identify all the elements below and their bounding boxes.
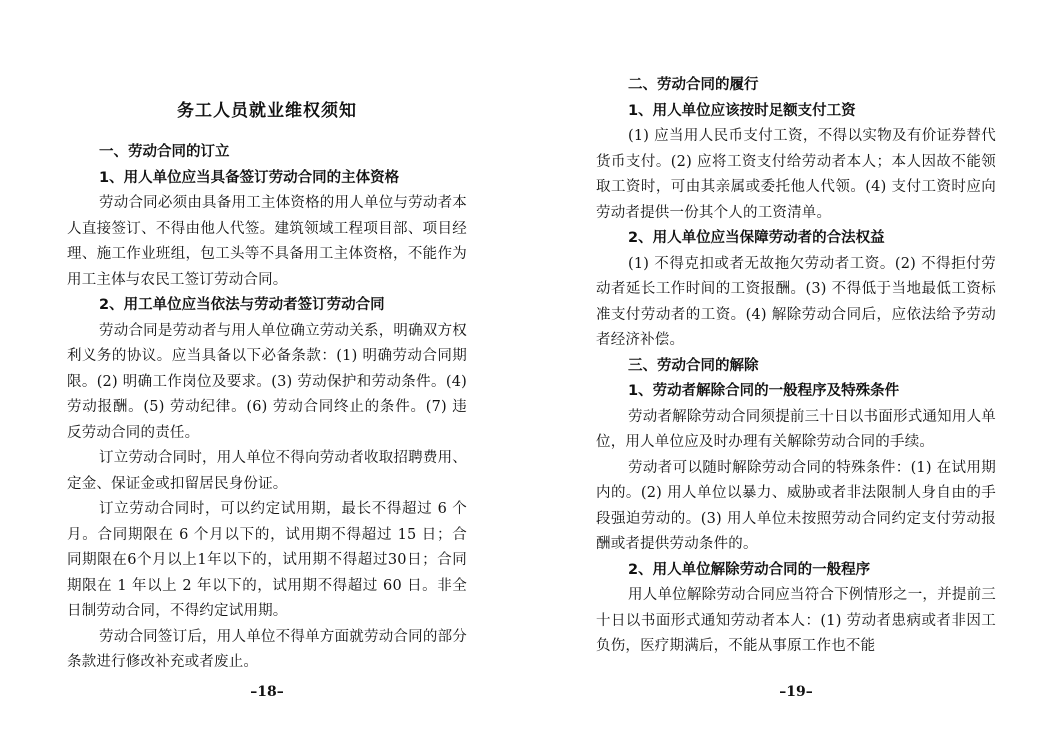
paragraph: 劳动者可以随时解除劳动合同的特殊条件：(1) 在试用期内的。(2) 用人单位以暴力、威胁或者非法限制人身自由的手段强迫劳动的。(3) 用人单位未按照劳动合同约定支付劳动报酬或者提供劳动条件的。 [596, 459, 996, 552]
paragraph: 劳动合同必须由具备用工主体资格的用人单位与劳动者本人直接签订、不得由他人代签。建筑领域工程项目部、项目经理、施工作业班组，包工头等不具备用工主体资格，不能作为用工主体与农民工签订劳动合同。 [67, 195, 467, 288]
paragraph: (1) 应当用人民币支付工资，不得以实物及有价证券替代货币支付。(2) 应将工资支付给劳动者本人；本人因故不能领取工资时，可由其亲属或委托他人代领。(4) 支付工资时应向劳动者提供一份其个人的工资清单。 [596, 128, 996, 221]
subsection-heading: 2、用工单位应当依法与劳动者签订劳动合同 [99, 297, 385, 313]
paragraph: 劳动合同是劳动者与用人单位确立劳动关系，明确双方权利义务的协议。应当具备以下必备条款：(1) 明确劳动合同期限。(2) 明确工作岗位及要求。(3) 劳动保护和劳动条件。(4) 劳动报酬。(5) 劳动纪律。(6) 劳动合同终止的条件。(7) 违反劳动合同的责任。 [67, 322, 467, 441]
section-heading: 三、劳动合同的解除 [628, 357, 759, 374]
right-page [596, 0, 996, 756]
page-number: –18– [250, 684, 284, 700]
right-page-content [596, 73, 996, 660]
subsection-heading: 1、用人单位应该按时足额支付工资 [628, 102, 856, 119]
subsection-heading: 2、用人单位应当保障劳动者的合法权益 [628, 230, 885, 246]
paragraph: 劳动者解除劳动合同须提前三十日以书面形式通知用人单位，用人单位应及时办理有关解除劳动合同的手续。 [596, 408, 996, 450]
section-heading: 一、劳动合同的订立 [99, 144, 230, 160]
paragraph: 订立劳动合同时，可以约定试用期，最长不得超过 6 个月。合同期限在 6 个月以下的，试用期不得超过 15 日；合同期限在6个月以上1年以下的，试用期不得超过30日；合同期限在 1 年以上 2 年以下的，试用期不得超过 60 日。非全日制劳动合同，不得约定试用期。 [67, 501, 467, 619]
subsection-heading: 2、用人单位解除劳动合同的一般程序 [628, 561, 871, 578]
subsection-heading: 1、用人单位应当具备签订劳动合同的主体资格 [99, 169, 400, 186]
subsection-heading: 1、劳动者解除合同的一般程序及特殊条件 [628, 383, 900, 399]
paragraph: (1) 不得克扣或者无故拖欠劳动者工资。(2) 不得拒付劳动者延长工作时间的工资报酬。(3) 不得低于当地最低工资标准支付劳动者的工资。(4) 解除劳动合同后，应依法给予劳动者经济补偿。 [596, 255, 996, 348]
paragraph: 订立劳动合同时，用人单位不得向劳动者收取招聘费用、定金、保证金或扣留居民身份证。 [67, 450, 467, 492]
document-title: 务工人员就业维权须知 [177, 101, 357, 121]
section-heading: 二、劳动合同的履行 [628, 77, 759, 93]
paragraph: 用人单位解除劳动合同应当符合下例情形之一，并提前三十日以书面形式通知劳动者本人：(1) 劳动者患病或者非因工负伤，医疗期满后，不能从事原工作也不能 [596, 587, 996, 654]
left-page-content [67, 98, 467, 676]
paragraph: 劳动合同签订后，用人单位不得单方面就劳动合同的部分条款进行修改补充或者废止。 [67, 628, 467, 670]
left-page [67, 0, 467, 756]
page-number: –19– [779, 684, 813, 700]
